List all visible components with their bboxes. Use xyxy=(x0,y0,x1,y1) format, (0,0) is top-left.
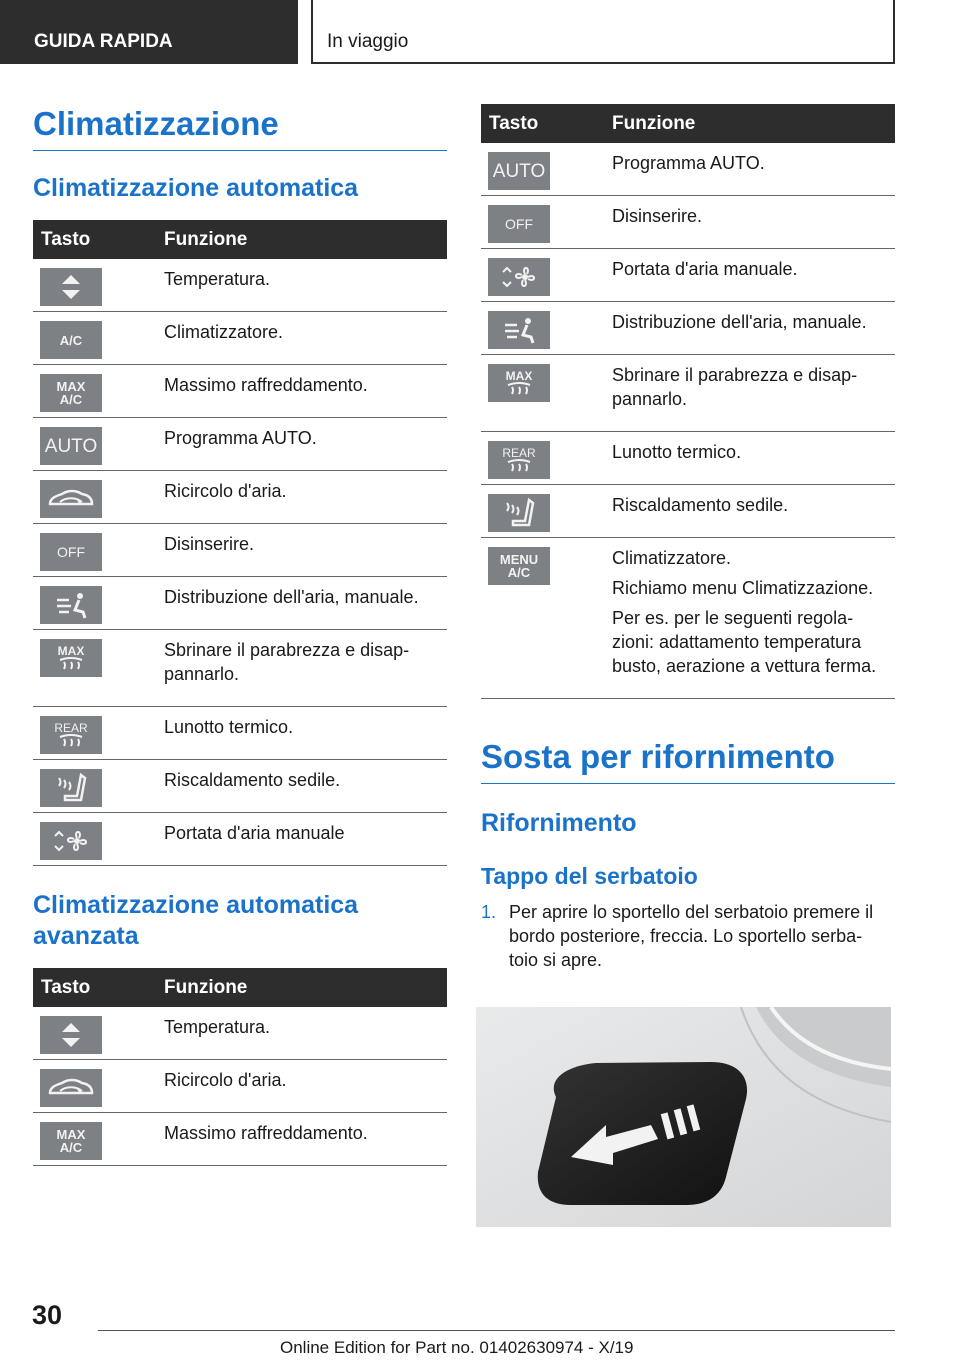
section-label: GUIDA RAPIDA xyxy=(34,31,173,52)
function-cell xyxy=(164,1113,447,1166)
fuel-flap-photo xyxy=(476,1007,891,1227)
function-text: Ricircolo d'aria. xyxy=(164,481,287,502)
table-row xyxy=(33,1007,447,1060)
function-text: Temperatura. xyxy=(164,269,271,290)
key-cell xyxy=(481,485,612,538)
key-cell xyxy=(481,302,612,355)
footer-edition: Online Edition for Part no. 01402630974 - X/19 xyxy=(280,1338,634,1357)
key-cell xyxy=(33,630,164,707)
subsection-title-automatic: Climatizzazione automatica xyxy=(33,173,359,202)
function-text: Programma AUTO. xyxy=(612,153,765,173)
max-defrost-icon xyxy=(488,364,550,402)
max-ac-icon xyxy=(40,1122,102,1160)
table-row xyxy=(33,630,447,707)
function-text: Sbrinare il parabrezza e disap- pannarlo. xyxy=(612,365,858,409)
button-label: AUTO xyxy=(492,160,546,182)
recirculation-icon xyxy=(40,1069,102,1107)
right-column xyxy=(481,104,895,972)
menu-ac-icon xyxy=(488,547,550,585)
table-row xyxy=(33,760,447,813)
air-distribution-icon xyxy=(40,586,102,624)
column-header-function: Funzione xyxy=(164,220,447,259)
max-ac-icon xyxy=(40,374,102,412)
fan-icon xyxy=(40,822,102,860)
fan-icon xyxy=(488,258,550,296)
function-cell xyxy=(164,524,447,577)
function-text: Lunotto termico. xyxy=(612,442,742,462)
function-cell xyxy=(612,355,895,432)
table-row xyxy=(481,143,895,196)
key-cell xyxy=(481,432,612,485)
table-header-row xyxy=(481,104,895,143)
function-cell xyxy=(612,485,895,538)
table-row xyxy=(481,432,895,485)
left-column xyxy=(33,104,447,1166)
table-row xyxy=(481,196,895,249)
key-cell xyxy=(33,1060,164,1113)
subsection-title-advanced: Climatizzazione automatica avanzata xyxy=(33,891,359,950)
function-cell xyxy=(612,249,895,302)
function-text: Richiamo menu Climatizzazione. xyxy=(612,578,874,598)
function-cell xyxy=(612,143,895,196)
function-text: Ricircolo d'aria. xyxy=(164,1070,287,1091)
key-cell xyxy=(481,196,612,249)
key-cell xyxy=(33,471,164,524)
function-cell xyxy=(164,760,447,813)
rear-defrost-icon xyxy=(40,716,102,754)
button-label: A/C xyxy=(59,332,83,348)
table-row xyxy=(33,1060,447,1113)
table-row xyxy=(481,485,895,538)
function-cell xyxy=(164,1007,447,1060)
function-cell xyxy=(164,707,447,760)
section-title-refuel: Sosta per rifornimento xyxy=(481,737,895,784)
button-label: REAR xyxy=(54,721,88,736)
function-cell xyxy=(164,312,447,365)
key-cell xyxy=(33,1007,164,1060)
key-cell xyxy=(33,365,164,418)
function-cell xyxy=(164,577,447,630)
air-distribution-icon xyxy=(488,311,550,349)
temperature-arrows-icon xyxy=(40,1016,102,1054)
table-header-row xyxy=(33,968,447,1007)
button-label: AUTO xyxy=(44,435,98,457)
function-text: Portata d'aria manuale xyxy=(164,823,345,844)
function-text: Programma AUTO. xyxy=(164,428,317,449)
function-text: Sbrinare il parabrezza e disap- pannarlo. xyxy=(164,640,410,685)
function-text: Disinserire. xyxy=(612,206,703,226)
table-row xyxy=(33,471,447,524)
key-cell xyxy=(33,312,164,365)
section-tab xyxy=(0,0,298,64)
table-row xyxy=(33,577,447,630)
button-label: MAX xyxy=(57,644,85,659)
key-cell xyxy=(481,143,612,196)
recirculation-icon xyxy=(40,480,102,518)
seat-heating-icon xyxy=(488,494,550,532)
function-text: Massimo raffreddamento. xyxy=(164,1123,368,1144)
column-header-key: Tasto xyxy=(33,220,164,259)
key-cell xyxy=(33,760,164,813)
key-cell xyxy=(33,1113,164,1166)
chapter-tab xyxy=(311,0,895,64)
column-header-function: Funzione xyxy=(164,968,447,1007)
function-cell xyxy=(164,471,447,524)
function-cell xyxy=(164,630,447,707)
key-cell xyxy=(33,259,164,312)
section-title: Climatizzazione xyxy=(33,104,447,151)
key-cell xyxy=(33,418,164,471)
step-number: 1. xyxy=(481,902,497,923)
auto-icon xyxy=(488,152,550,190)
function-cell xyxy=(612,302,895,355)
footer-divider xyxy=(98,1330,895,1331)
function-cell xyxy=(612,538,895,699)
table-header-row xyxy=(33,220,447,259)
list-item xyxy=(481,900,895,972)
subsection-title-refuel: Rifornimento xyxy=(481,808,637,837)
key-cell xyxy=(481,249,612,302)
temperature-arrows-icon xyxy=(40,268,102,306)
function-text: Temperatura. xyxy=(164,1017,271,1038)
table-row xyxy=(33,418,447,471)
function-text: Riscaldamento sedile. xyxy=(164,770,341,791)
button-label: MAX xyxy=(505,369,533,383)
function-cell xyxy=(164,259,447,312)
buttons-table-automatic xyxy=(33,220,447,866)
function-text: Riscaldamento sedile. xyxy=(612,495,789,515)
key-cell xyxy=(33,524,164,577)
function-cell xyxy=(612,196,895,249)
table-row xyxy=(33,259,447,312)
function-text: Lunotto termico. xyxy=(164,717,294,738)
off-icon xyxy=(40,533,102,571)
function-text: Distribuzione dell'aria, manuale. xyxy=(612,312,867,332)
key-cell xyxy=(33,707,164,760)
button-label: MENU A/C xyxy=(499,552,539,580)
ac-icon xyxy=(40,321,102,359)
key-cell xyxy=(33,813,164,866)
page-number: 30 xyxy=(32,1300,63,1330)
button-label: MAX A/C xyxy=(56,1127,86,1156)
buttons-table-continued xyxy=(481,104,895,699)
column-header-key: Tasto xyxy=(33,968,164,1007)
button-label: OFF xyxy=(505,215,533,232)
chapter-label: In viaggio xyxy=(327,31,409,52)
step-text: Per aprire lo sportello del serbatoio premere il bordo posteriore, freccia. Lo sportello serba- toio si apre. xyxy=(509,902,874,971)
buttons-table-advanced xyxy=(33,968,447,1166)
table-row xyxy=(481,302,895,355)
table-row xyxy=(481,355,895,432)
function-text: Disinserire. xyxy=(164,534,255,555)
column-header-function: Funzione xyxy=(612,104,895,143)
key-cell xyxy=(481,538,612,699)
function-cell xyxy=(164,418,447,471)
table-row xyxy=(33,365,447,418)
table-row xyxy=(33,524,447,577)
table-row xyxy=(33,707,447,760)
function-cell xyxy=(164,1060,447,1113)
button-label: REAR xyxy=(502,446,536,460)
function-text: Distribuzione dell'aria, manuale. xyxy=(164,587,419,608)
table-row xyxy=(33,312,447,365)
function-text: Massimo raffreddamento. xyxy=(164,375,368,396)
button-label: OFF xyxy=(57,543,85,560)
subsubsection-title-fuel-cap: Tappo del serbatoio xyxy=(481,863,698,890)
key-cell xyxy=(33,577,164,630)
column-header-key: Tasto xyxy=(481,104,612,143)
function-text: Climatizzatore. xyxy=(612,548,732,568)
function-cell xyxy=(612,432,895,485)
max-defrost-icon xyxy=(40,639,102,677)
table-row xyxy=(481,538,895,699)
function-text: Portata d'aria manuale. xyxy=(612,259,798,279)
button-label: MAX A/C xyxy=(56,379,86,408)
seat-heating-icon xyxy=(40,769,102,807)
auto-icon xyxy=(40,427,102,465)
table-row xyxy=(33,1113,447,1166)
key-cell xyxy=(481,355,612,432)
table-row xyxy=(33,813,447,866)
function-cell xyxy=(164,813,447,866)
table-row xyxy=(481,249,895,302)
function-text: Per es. per le seguenti regola- zioni: adattamento temperatura busto, aerazione a vettura ferma. xyxy=(612,608,877,676)
function-cell xyxy=(164,365,447,418)
off-icon xyxy=(488,205,550,243)
rear-defrost-icon xyxy=(488,441,550,479)
function-text: Climatizzatore. xyxy=(164,322,284,343)
